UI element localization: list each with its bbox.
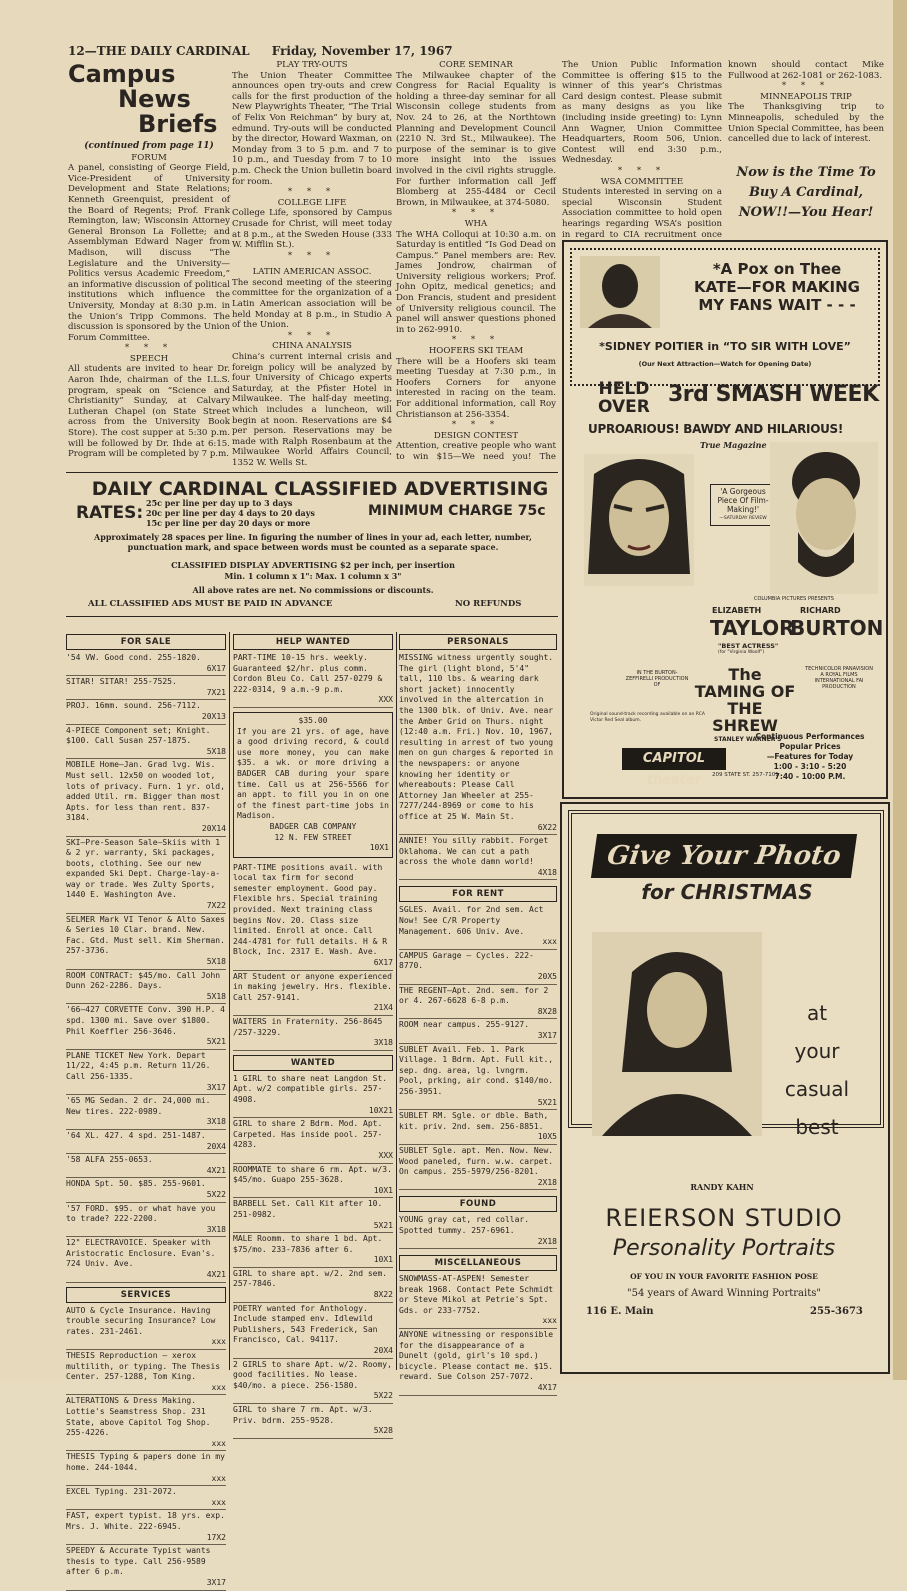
best-actress: "BEST ACTRESS" [718, 642, 779, 650]
briefs-title-2: News [118, 85, 191, 113]
ad-text: MISSING witness urgently sought. The girl (light blond, 5'4" tall, 110 lbs. & wearing dark short jacket) innocently involved in the altercation in the 1300 blk. of Univ. Ave. near the Amber Grid on Thurs. night (12:40 a.m. Fri.) Nov. 10, 1967, resulting in arrest of two young men on gun charges & reported in the newspapers: or anyone knowing her identity or whereabouts: Please Call Attorney Jan Wheeler at 255-7277/244-8969 or come to his office at 25 W. Main St. [399, 653, 554, 821]
brief-head: CHINA ANALYSIS [272, 341, 352, 352]
give-photo: Give Your Photo [591, 834, 857, 878]
section-head: FOUND [399, 1196, 557, 1212]
classified-ad [66, 725, 226, 760]
classified-ad [233, 1016, 393, 1051]
ad-text: ALTERATIONS & Dress Making. Lottie's Seamstress Shop. 231 State, above Capitol Tog Shop. 255-4226. [66, 1396, 211, 1438]
brief-head: HOOFERS SKI TEAM [428, 346, 524, 357]
ad-text: PART-TIME positions avail. with local tax firm for second semester employment. Good pay. Flexible hrs. Special training provided. Next training class begins Nov. 20. Class size limited. Enroll at once. Call 244-4781 for full details. H & R Block, Inc. 2317 E. Wash. Ave. [233, 862, 388, 957]
briefs-title-1: Campus [68, 60, 176, 88]
brief-body: A panel, consisting of George Field, Vice-President of University Development and State Relations; Kenneth Greenquist, president of the Board of Regents; Prof. Frank Remington, law; Wisconsin Attorney General Bronson La Follette; and Assemblyman Edward Nager from Madison, will discuss “The Legislature and the University—Politics versus Academic Freedom,” an informative discussion of political institutions which influence the University, Monday at 8:30 p.m. in the Union’s Tripp Commons. The discussion is sponsored by the Union Forum Committee. [68, 163, 230, 343]
times-line: 7:40 - 10:00 P.M. [774, 772, 846, 781]
classified-ad [66, 914, 226, 970]
ad-code: 2X18 [537, 1177, 557, 1187]
classified-ad [399, 1329, 557, 1396]
classified-title: DAILY CARDINAL CLASSIFIED ADVERTISING [91, 478, 549, 500]
ad-text: SITAR! SITAR! 255-7525. [66, 677, 177, 687]
classified-ad [233, 1359, 393, 1404]
theater-address: 209 STATE ST. 257-7101 [712, 772, 779, 778]
pox-text [682, 260, 872, 314]
classified-ad [233, 652, 393, 708]
ad-code: 7X22 [206, 901, 226, 911]
ad-text: POETRY wanted for Anthology. Include stamped env. Idlewild Publishers, 543 Frederick, San Francisco, Cal. 94117. [233, 1303, 378, 1345]
badger-code: 10X1 [369, 843, 389, 853]
brief-head: WHA [464, 218, 488, 229]
ad-text: '66—427 CORVETTE Conv. 390 H.P. 4 spd. 1300 mi. Save over $1800. Phil Koeffler 256-3646. [66, 1005, 225, 1036]
classified-ad [66, 1305, 226, 1350]
brief-head: DESIGN CONTEST [433, 430, 519, 441]
taming-title: The TAMING OF THE SHREW [694, 665, 796, 735]
display-line: CLASSIFIED DISPLAY ADVERTISING $2 per inch, per insertion [171, 560, 455, 570]
popular-line: Popular Prices [779, 742, 841, 751]
ad-text: BARBELL Set. Call Kit after 10. 251-0982. [233, 1199, 383, 1219]
ad-text: ROOM near campus. 255-9127. [399, 1020, 530, 1030]
found-list [399, 1214, 557, 1249]
services-list [66, 1305, 226, 1591]
brief-body-continued: The Union Public Information Committee is offering $15 to the winner of this year’s Christmas Card design contest. Please submit as many designs as you like (including inside greeting) to: Lynn Ann Wagner, Union Committee Headquarters, Room 506, Union. Contest will end 3:30 p.m., Wednesday. [562, 60, 722, 166]
quote-box [710, 484, 776, 526]
randy-kahn-photo [592, 932, 762, 1136]
held-over [598, 380, 650, 416]
classified-ad [399, 1044, 557, 1111]
rates-list [146, 498, 315, 528]
pox-line: KATE—FOR MAKING [694, 278, 860, 296]
ad-code: 20X14 [201, 823, 226, 833]
badger-body: If you are 21 yrs. of age, have a good driving record, & could use more money, you can make $35. a wk. or more driving a BADGER CAB during your spare time. Call us at 256-5566 for an appt. to fill you in on one of the finest part-time jobs in Madison. [237, 726, 389, 821]
ad-text: '54 VW. Good cond. 255-1820. [66, 653, 201, 662]
brief-body: The Thanksgiving trip to Minneapolis, scheduled by the Union Special Committee, has been cancelled due to lack of interest. [728, 102, 884, 145]
ad-text: THESIS Typing & papers done in my home. 244-1044. [66, 1452, 225, 1472]
ad-code: 3X17 [206, 1577, 226, 1587]
page-edge [893, 0, 907, 1380]
classified-col-2 [233, 632, 393, 1439]
classified-ad [399, 652, 557, 835]
ad-code: 20X5 [537, 972, 557, 982]
ad-text: GIRL to share apt. w/2. 2nd sem. 257-7846. [233, 1268, 388, 1289]
separator-stars: * * * [781, 81, 831, 92]
rate-line: 25c per line per day up to 3 days [146, 498, 293, 508]
misc-list [399, 1273, 557, 1396]
ad-code: xxx [211, 1382, 226, 1392]
section-head: MISCELLANEOUS [399, 1255, 557, 1271]
display-rates [78, 560, 548, 596]
at-word: at [806, 1001, 828, 1025]
briefs-title-3: Briefs [138, 110, 218, 138]
fashion-pose: OF YOU IN YOUR FAVORITE FASHION POSE [630, 1272, 818, 1281]
classified-ad [399, 1110, 557, 1145]
taylor-portrait [584, 454, 694, 586]
ad-code: 5X21 [373, 1220, 393, 1230]
classified-ad [233, 1118, 393, 1163]
section-head: PERSONALS [399, 634, 557, 650]
briefs-column-2 [232, 60, 392, 469]
help-wanted-list [233, 652, 393, 708]
brief-body: All students are invited to hear Dr. Aaron Ihde, chairman of the I.L.S. program, speak on “Science and Christianity” Sunday, at Calvary Lutheran Chapel (on State Street across from the University Book Store). The cost supper at 5:30 p.m. will be followed by Dr. Ihde at 6:15. Program will be completed by 7 p.m. [68, 364, 230, 460]
briefs-column-1 [68, 62, 230, 460]
ad-text: '65 MG Sedan. 2 dr. 24,000 mi. New tires. 222-0989. [66, 1096, 211, 1116]
advance-note: ALL CLASSIFIED ADS MUST BE PAID IN ADVANCE [88, 599, 333, 609]
classified-ad [66, 676, 226, 700]
movie-ad [562, 240, 888, 799]
classified-ad [66, 700, 226, 724]
technicolor-credit: TECHNICOLOR PANAVISION A ROYAL FILMS INTERNATIONAL FAI PRODUCTION [805, 666, 873, 690]
ad-text: ANNIE! You silly rabbit. Forget Oklahoma. We can cut a path across the whole damn world! [399, 836, 549, 867]
classified-ad [233, 1073, 393, 1118]
ad-code: 10X1 [373, 1185, 393, 1195]
brief-body: The WHA Colloqui at 10:30 a.m. on Saturday is entitled “Is God Dead on Campus.” Panel members are: Rev. James Jondrow, chairman of University religious workers; Prof. John Opitz, medical genetics; and Don Francis, student and president of University religious council. The panel will answer questions phoned in to 262-9910. [396, 229, 556, 335]
studio-name: REIERSON STUDIO [605, 1204, 843, 1232]
section-head: HELP WANTED [233, 634, 393, 650]
separator-stars: * * * [287, 250, 337, 261]
classified-ad [233, 862, 393, 971]
rates-label: RATES: [76, 503, 144, 523]
classified-ad [66, 1510, 226, 1545]
ad-text: SUBLET Sgle. apt. Men. Now. New. Wood paneled, furn. w.w. carpet. On campus. 255-5979/256-8201. [399, 1145, 554, 1177]
for-sale-list [66, 652, 226, 1283]
ad-text: PART-TIME 10-15 hrs. weekly. Guaranteed $2/hr. plus comm. Cordon Bleu Co. Call 257-0279 & 222-0314, 9 a.m.-9 p.m. [233, 653, 383, 694]
classified-col-1 [66, 632, 226, 1591]
ad-text: 12" ELECTRAVOICE. Speaker with Aristocratic Enclosure. Evan's. 724 Univ. Ave. [66, 1238, 216, 1269]
capitol-theater: CAPITOL theater [622, 748, 726, 770]
separator-stars: * * * [451, 208, 501, 219]
poitier-line: *SIDNEY POITIER in “TO SIR WITH LOVE” [599, 340, 851, 353]
approx-note: Approximately 28 spaces per line. In figuring the number of lines in your ad, each letter, number, punctuation mark, and space between words must be counted as a separate space. [94, 532, 532, 552]
brief-body: The Milwaukee chapter of the Congress for Racial Equality is holding a three-day seminar for all Wisconsin college students from Nov. 24 to 26, at the Northtown Planning and Development Council (2210 N. 3rd St., Milwaukee). The purpose of the seminar is to give more insight into the issues involved in the civil rights struggle. For further information call Jeff Blomberg at 255-4484 or Cecil Brown, in Milwaukee, at 374-5080. [396, 70, 556, 208]
casual-best-text [762, 994, 872, 1146]
ad-text: FAST, expert typist. 18 yrs. exp. Mrs. J. White. 222-6945. [66, 1511, 225, 1531]
poitier-box [570, 248, 880, 386]
ad-text: SKI—Pre-Season Sale—Skiis with 1 & 2 yr. warranty, Ski packages, boots, clothing. See our new expanded Ski Dept. Charge-lay-a-way or trade. Wes Zulty Sports, 1440 E. Washington Ave. [66, 837, 221, 900]
ad-text: GIRL to share 7 rm. Apt. w/3. Priv. bdrm. 255-9528. [233, 1405, 373, 1425]
separator-stars: * * * [124, 343, 174, 354]
ad-code: 3X18 [206, 1224, 226, 1234]
brief-body: There will be a Hoofers ski team meeting Tuesday at 7:30 p.m., in Hoofers Corners for anyone interested in racing on the team. For additional information, call Roy Christianson at 256-3354. [396, 356, 556, 420]
ad-text: '58 ALFA 255-0653. [66, 1155, 153, 1165]
zeffirelli-credit: IN THE BURTON-ZEFFIRELLI PRODUCTION OF [625, 670, 689, 688]
casual-word: casual [784, 1077, 850, 1101]
film-quote: 'A Gorgeous Piece Of Film-Making!' [717, 487, 769, 514]
pox-line: MY FANS WAIT - - - [698, 296, 856, 314]
ad-code: 10X21 [368, 1105, 393, 1115]
brief-head: SPEECH [129, 353, 169, 364]
ad-text: SELMER Mark VI Tenor & Alto Saxes & Series 10 Clar. brand. New. Fac. Gtd. Must sell. Kim Sherman. 257-3736. [66, 914, 225, 956]
ad-code: xxx [211, 1473, 226, 1483]
classified-ad [66, 1178, 226, 1202]
ad-text: '64 XL. 427. 4 spd. 251-1487. [66, 1130, 206, 1140]
brief-body: College Life, sponsored by Campus Crusade for Christ, will meet today at 8 p.m., at the Sweden House (333 W. Mifflin St.). [232, 208, 392, 251]
ad-text: YOUNG gray cat, red collar. Spotted tummy. 257-6961. [399, 1215, 530, 1235]
smash-week: 3rd SMASH WEEK [668, 382, 879, 407]
classified-ad [66, 652, 226, 676]
classified-ad [399, 904, 557, 949]
personals-list [399, 652, 557, 880]
richard-label: RICHARD [800, 606, 841, 615]
ad-text: ANYONE witnessing or responsible for the disappearance of a Dunelt (gold, girl's 10 spd.) bicycle. Please contact me. $15. reward. Sue Colson 257-7072. [399, 1330, 554, 1382]
pox-line: *A Pox on Thee [712, 260, 842, 278]
classified-ad [399, 950, 557, 985]
brief-head: FORUM [131, 152, 167, 163]
classified-ad [66, 1237, 226, 1282]
ad-code: 4X21 [206, 1165, 226, 1175]
classified-ad [233, 1268, 393, 1303]
ad-code: 2X18 [537, 1236, 557, 1246]
classified-ad [399, 985, 557, 1020]
classified-ad [66, 1050, 226, 1095]
ad-text: PROJ. 16mm. sound. 256-7112. [66, 701, 201, 711]
classified-ad [66, 1130, 226, 1154]
brief-body: China’s current internal crisis and foreign policy will be analyzed by four University of Chicago experts Saturday, at the Pfister Hotel in Milwaukee. The half-day meeting, which includes a luncheon, will begin at noon. Reservations are $4 per person. Reservations may be made with Ralph Rosenbaum at the Milwaukee World Affairs Council, 1352 W. Wells St. [232, 352, 392, 468]
ad-text: 1 GIRL to share neat Langdon St. Apt. w/2 compatible girls. 257-4908. [233, 1073, 388, 1104]
burton-portrait [770, 442, 878, 594]
ad-code: 6X17 [373, 958, 393, 968]
ad-text: MOBILE Home—Jan. Grad lvg. Wis. Must sell. 12x50 on wooded lot, lots of privacy. Furn. 1 yr. old, added Util. rm. Bigger than most Apts. for less than rent. 837-3184. [66, 760, 225, 823]
studio-address: 116 E. Main [586, 1306, 654, 1317]
classified-ad [66, 970, 226, 1005]
brief-body: The second meeting of the steering committee for the organization of a Latin American association will be held Monday at 8 p.m., in Studio A of the Union. [232, 277, 392, 331]
ad-text: THE REGENT—Apt. 2nd. sem. for 2 or 4. 267-6628 6-8 p.m. [399, 985, 549, 1006]
ad-text: 2 GIRLS to share Apt. w/2. Roomy, good facilities. No lease. $40/mo. a piece. 256-1580. [233, 1359, 392, 1390]
burton-name: BURTON [790, 616, 884, 640]
badger-name: BADGER CAB COMPANY [269, 821, 357, 831]
ad-code: xxx [211, 1497, 226, 1507]
ad-code: 6X22 [537, 822, 557, 832]
classified-ad [233, 1233, 393, 1268]
classified-ad [233, 1303, 393, 1359]
continued-note: (continued from page 11) [84, 141, 214, 151]
section-head: WANTED [233, 1055, 393, 1071]
brief-head: WSA COMMITTEE [600, 176, 684, 187]
best-word: best [795, 1115, 839, 1139]
ad-code: 3X18 [206, 1117, 226, 1127]
classified-ad [66, 1545, 226, 1590]
model-name: RANDY KAHN [690, 1182, 754, 1192]
ad-code: 5X22 [206, 1189, 226, 1199]
section-head: FOR RENT [399, 886, 557, 902]
classified-ad [66, 1451, 226, 1486]
ad-text: AUTO & Cycle Insurance. Having trouble securing Insurance? Low rates. 231-2461. [66, 1305, 216, 1336]
ad-text: SUBLET Avail. Feb. 1. Park Village. 1 Bdrm. Apt. Full kit., sep. dng. area, lg. lvngrm. Pool, prking, air cond. $140/mo. 256-3951. [399, 1044, 554, 1096]
ad-code: 3X18 [373, 1038, 393, 1048]
ad-code: 5X22 [373, 1391, 393, 1401]
section-head: SERVICES [66, 1287, 226, 1303]
ad-code: 3X17 [537, 1031, 557, 1040]
help-wanted-list-2 [233, 862, 393, 1051]
classified-ad [66, 1095, 226, 1130]
brief-body: Attention, creative people who want to win $15—We need you! The [396, 441, 556, 462]
classified-ad [66, 1486, 226, 1510]
ad-code: 6X17 [206, 663, 226, 673]
studio-phone: 255-3673 [810, 1306, 863, 1317]
classified-ad [66, 759, 226, 836]
ad-text: '57 FORD. $95. or what have you to trade? 222-2200. [66, 1203, 216, 1224]
ad-text: ART Student or anyone experienced in making jewelry. Hrs. flexible. Call 257-9141. [233, 971, 392, 1002]
minimum-charge: MINIMUM CHARGE 75c [368, 503, 546, 519]
classified-ad [399, 1019, 557, 1043]
classified-ad [233, 1404, 393, 1439]
slogan: Now is the Time To Buy A Cardinal, NOW!!—You Hear! [736, 164, 876, 220]
separator-stars: * * * [451, 420, 501, 431]
brief-body: The Union Theater Committee announces open try-outs and crew calls for the first production of the New Playwrights Theater, “The Trial of Felix Von Reichman” by bury at, edmund. Try-outs will be conducted by the director, Howard Waxman, on Monday from 3 to 5 p.m. and 7 to 10 p.m., and Tuesday from 7 to 10 p.m. Check the Union bulletin board for room. [232, 70, 392, 187]
classified-ad [66, 1154, 226, 1178]
classified-ad [66, 1350, 226, 1395]
classified-col-3 [399, 632, 557, 1396]
net-line: All above rates are net. No commissions or discounts. [192, 585, 434, 595]
classified-ad [66, 1203, 226, 1238]
ad-text: WAITERS in Fraternity. 256-8645 /257-3229. [233, 1017, 383, 1037]
for-christmas: for CHRISTMAS [641, 880, 813, 904]
classified-ad [66, 1395, 226, 1451]
briefs-column-4 [562, 60, 722, 251]
over-word: OVER [598, 397, 650, 417]
ad-code: 5X18 [206, 957, 226, 967]
section-head: FOR SALE [66, 634, 226, 650]
rate-line: 15c per line per day 20 days or more [146, 518, 311, 528]
separator-stars: * * * [287, 187, 337, 198]
briefs-column-5 [728, 60, 884, 223]
poitier-portrait [580, 256, 660, 328]
badger-addr: 12 N. FEW STREET [274, 832, 352, 842]
classified-ad [399, 1145, 557, 1190]
ad-text: SGLES. Avail. for 2nd sem. Act Now! See C/R Property Management. 606 Univ. Ave. [399, 905, 544, 936]
ad-code: XXX [378, 695, 393, 705]
ad-code: 5X21 [206, 1037, 226, 1047]
ad-code: 4X17 [537, 1383, 557, 1393]
true-magazine: True Magazine [700, 440, 767, 450]
times-line: 1:00 - 3:10 - 5:20 [773, 762, 847, 771]
badger-cab-box [233, 712, 393, 858]
brief-head: CORE SEMINAR [439, 60, 513, 70]
brief-body-continued: known should contact Mike Fullwood at 262-1081 or 262-1083. [728, 60, 884, 81]
classified-ad [399, 1214, 557, 1249]
ad-code: 4X18 [537, 867, 557, 877]
stanley-warner: STANLEY WARNER'S [714, 736, 782, 743]
ad-text: THESIS Reproduction — xerox multilith, or typing. The Thesis Center. 257-1288, Tom King. [66, 1351, 221, 1382]
for-rent-list [399, 904, 557, 1190]
ad-code: 21X4 [373, 1003, 393, 1013]
separator-stars: * * * [617, 165, 667, 176]
personality-portraits: Personality Portraits [612, 1236, 836, 1261]
ad-text: SNOWMASS-AT-ASPEN! Semester break 1968. Contact Pete Schmidt or Steve Mikol at Petrie's Spt. Gds. or 233-7752. [399, 1274, 554, 1315]
ad-code: 5X28 [373, 1426, 393, 1436]
ad-code: 20X4 [206, 1141, 226, 1151]
your-word: your [794, 1039, 840, 1063]
minmax-line: Min. 1 column x 1": Max. 1 column x 3" [224, 571, 402, 581]
classified-ad [233, 1164, 393, 1199]
wanted-list [233, 1073, 393, 1439]
classified-ad [66, 837, 226, 914]
ad-text: EXCEL Typing. 231-2072. [66, 1487, 177, 1497]
ad-code: 10X1 [373, 1255, 393, 1265]
ad-text: PLANE TICKET New York. Depart 11/22, 4:45 p.m. Return 11/26. Call 256-1335. [66, 1050, 211, 1081]
classified-ad [233, 971, 393, 1016]
features-line: —Features for Today [766, 752, 854, 761]
quote-source: —SATURDAY REVIEW [719, 516, 767, 521]
ad-code: 4X21 [206, 1270, 226, 1280]
brief-head: PLAY TRY-OUTS [276, 60, 348, 70]
soundtrack-note: Original sound-track recording available on an RCA Victor Red Seal album. [590, 712, 705, 723]
award-years: "54 years of Award Winning Portraits" [627, 1288, 821, 1299]
ad-code: 5X18 [206, 991, 226, 1001]
ad-text: HONDA Spt. 50. $85. 255-9601. [66, 1179, 206, 1189]
woolf-note: (for "Virginia Woolf") [718, 650, 765, 655]
classified-ad [399, 835, 557, 880]
ad-code: 3X17 [206, 1082, 226, 1092]
separator-stars: * * * [451, 335, 501, 346]
ad-code: 8X22 [373, 1290, 393, 1300]
ad-code: 7X21 [206, 687, 226, 697]
classified-ad [399, 1273, 557, 1329]
ad-code: 20X4 [373, 1346, 393, 1356]
studio-ad [560, 802, 890, 1374]
ad-text: SPEEDY & Accurate Typist wants thesis to type. Call 256-9589 after 6 p.m. [66, 1546, 211, 1577]
ad-text: GIRL to share 2 Bdrm. Mod. Apt. Carpeted. Has inside pool. 257-4283. [233, 1119, 383, 1150]
no-refunds: NO REFUNDS [455, 599, 522, 609]
brief-body: Students interested in serving on a special Wisconsin Student Association committee to hold open hearings regarding WSA’s position in regard to CIA recruitment once [562, 187, 722, 240]
ad-code: xxx [211, 1337, 226, 1347]
ad-code: 5X21 [537, 1097, 557, 1107]
ad-text: 4-PIECE Component set; Knight. $100. Call Susan 257-1875. [66, 725, 211, 746]
brief-head: COLLEGE LIFE [277, 197, 347, 208]
ad-code: 8X28 [537, 1006, 557, 1016]
columbia-presents: COLUMBIA PICTURES PRESENTS [754, 596, 834, 602]
page-label: 12—THE DAILY CARDINAL [68, 44, 250, 58]
brief-head: MINNEAPOLIS TRIP [760, 91, 852, 102]
ad-text: CAMPUS Garage — Cycles. 222-8770. [399, 950, 534, 971]
badger-price: $35.00 [298, 715, 328, 725]
ad-code: XXX [378, 1150, 393, 1160]
ad-code: 10X5 [537, 1132, 557, 1142]
ad-code: xxx [542, 937, 557, 947]
ad-code: 5X18 [206, 746, 226, 756]
showtimes [740, 732, 880, 782]
rate-line: 20c per line per day 4 days to 20 days [146, 508, 315, 518]
taylor-name: TAYLOR [710, 616, 795, 640]
ad-text: ROOMMATE to share 6 rm. Apt. w/3. $45/mo. Guapo 255-3628. [233, 1164, 392, 1185]
page-header [68, 44, 888, 58]
ad-code: 20X13 [201, 711, 226, 721]
ad-text: MALE Roomm. to share 1 bd. Apt. $75/mo. 233-7836 after 6. [233, 1234, 383, 1254]
next-attraction: (Our Next Attraction—Watch for Opening Date) [638, 360, 812, 368]
ad-text: SUBLET RM. Sgle. or dble. Bath, kit. priv. 2nd. sem. 256-8851. [399, 1111, 549, 1131]
ad-text: ROOM CONTRACT: $45/mo. Call John Dunn 262-2286. Days. [66, 970, 221, 991]
held-word: HELD [598, 379, 650, 399]
issue-date: Friday, November 17, 1967 [271, 44, 453, 58]
briefs-column-3 [396, 60, 556, 463]
ad-code: xxx [542, 1316, 557, 1326]
classified-ad [66, 1004, 226, 1049]
uproarious: UPROARIOUS! BAWDY AND HILARIOUS! [588, 422, 844, 436]
elizabeth-label: ELIZABETH [712, 606, 762, 615]
ad-code: xxx [211, 1438, 226, 1448]
classified-ad [233, 1198, 393, 1233]
brief-head: LATIN AMERICAN ASSOC. [252, 267, 372, 278]
continuous-line: Continuous Performances [755, 732, 865, 741]
ad-code: 17X2 [206, 1532, 226, 1542]
separator-stars: * * * [287, 330, 337, 341]
